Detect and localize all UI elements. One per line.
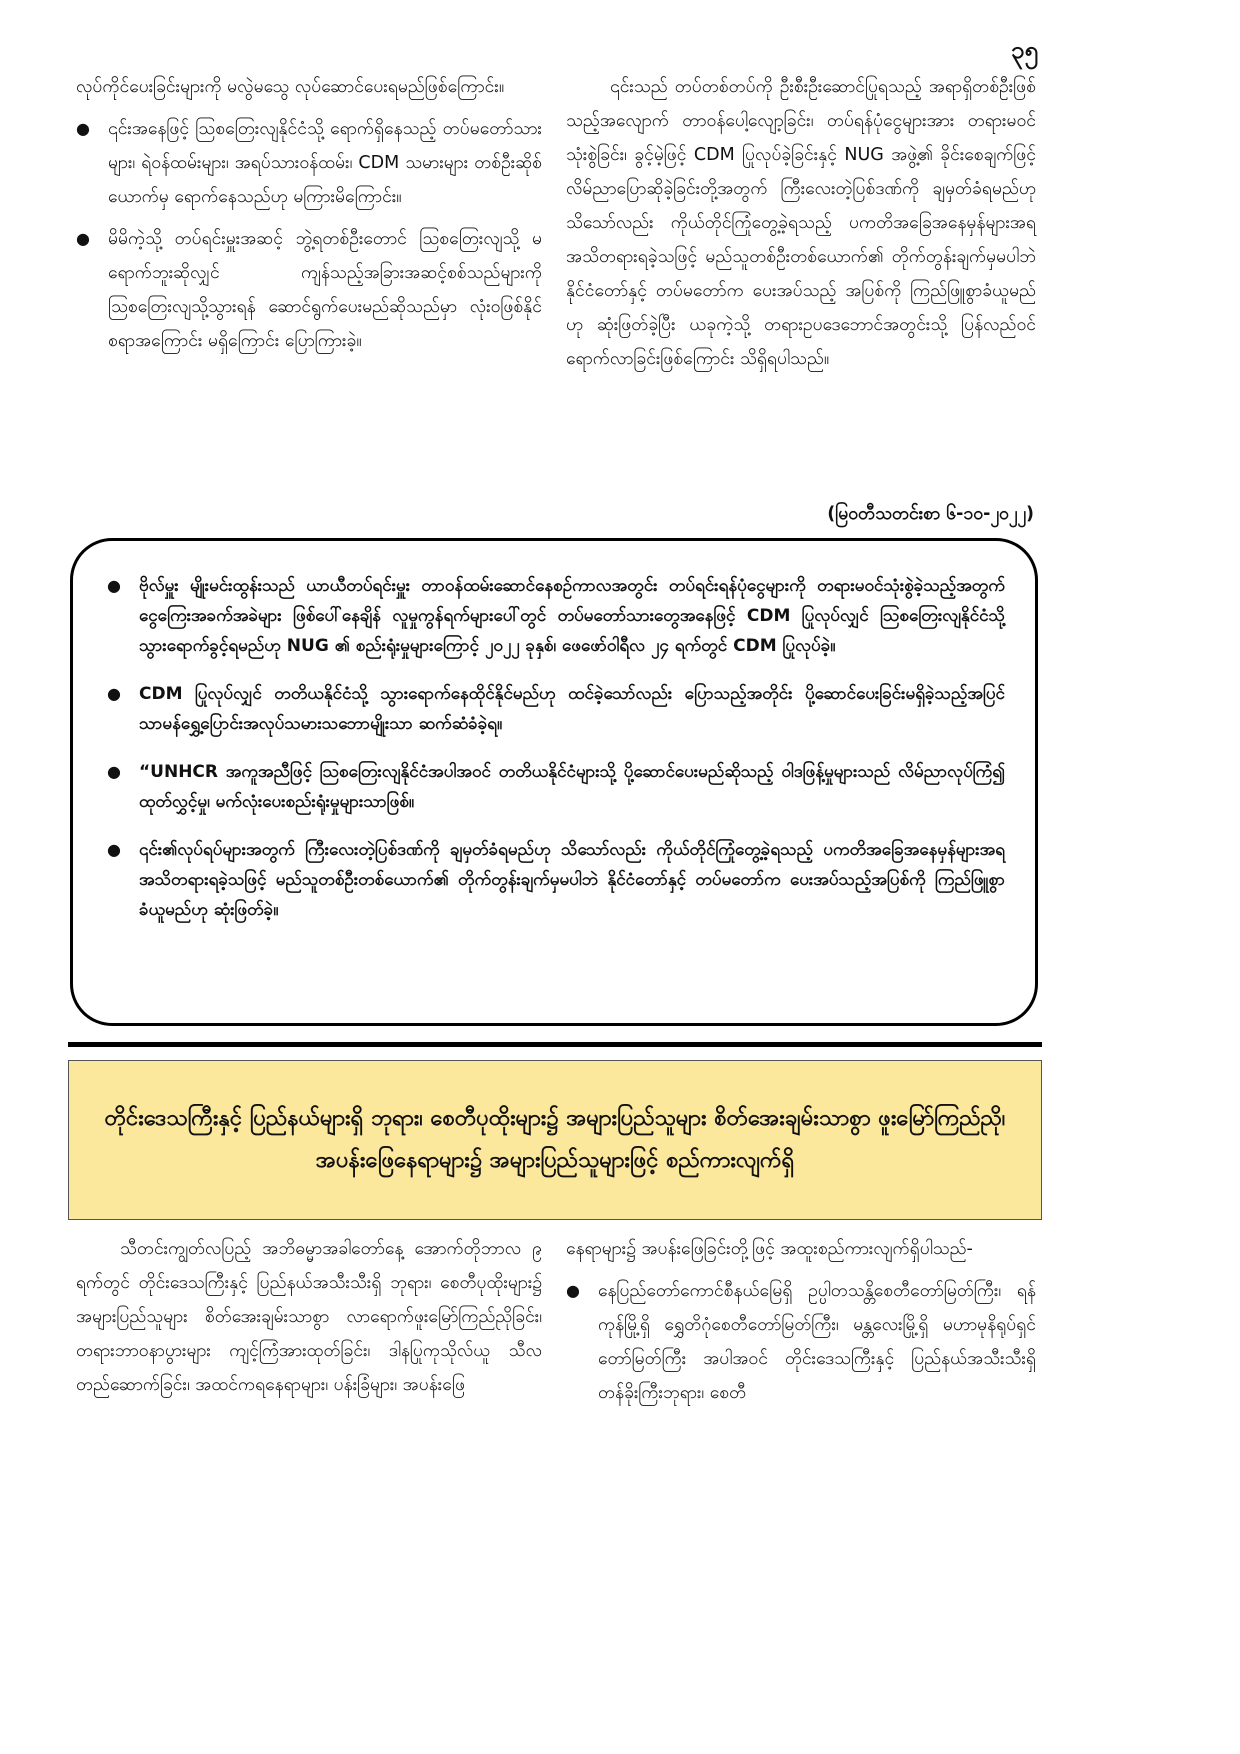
headline-text: တိုင်းဒေသကြီးနှင့် ပြည်နယ်များရှိ ဘုရား၊ စေတီပုထိုးများ၌ အများပြည်သူများ စိတ်အေးချမ်းသာစွာ ဖူးမြော်ကြည်ညို၊ အပန်းဖြေနေရာများ၌ အများပြည်သူများဖြင့် စည်ကားလျက်ရှိ: [104, 1106, 1006, 1173]
article-headline: [68, 1060, 1042, 1220]
right-column-top: [566, 70, 1036, 384]
left-column-top: [76, 70, 542, 366]
bullet-list: [76, 112, 542, 358]
body-paragraph: ၎င်းသည် တပ်တစ်တပ်ကို ဦးစီးဦးဆောင်ပြုရသည့် အရာရှိတစ်ဦးဖြစ်သည့်အလျောက် တာဝန်ပေါ့လျော့ခြင်း၊ တပ်ရန်ပုံငွေများအား တရားမဝင်သုံးစွဲခြင်း၊ ခွင့်မဲ့ဖြင့် CDM ပြုလုပ်ခဲ့ခြင်းနှင့် NUG အဖွဲ့၏ ခိုင်းစေချက်ဖြင့် လိမ်ညာပြောဆိုခဲ့ခြင်းတို့အတွက် ကြီးလေးတဲ့ပြစ်ဒဏ်ကို ချမှတ်ခံရမည်ဟု သိသော်လည်း ကိုယ်တိုင်ကြုံတွေ့ခဲ့ရသည့် ပကတိအခြေအနေမှန်များအရ အသိတရားရခဲ့သဖြင့် မည်သူတစ်ဦးတစ်ယောက်၏ တိုက်တွန်းချက်မှမပါဘဲ နိုင်ငံတော်နှင့် တပ်မတော်က ပေးအပ်သည့် အပြစ်ကို ကြည်ဖြူစွာခံယူမည်ဟု ဆုံးဖြတ်ခဲ့ပြီး ယခုကဲ့သို့ တရားဥပဒေဘောင်အတွင်းသို့ ပြန်လည်ဝင်ရောက်လာခြင်းဖြစ်ကြောင်း သိရှိရပါသည်။: [566, 77, 1036, 369]
left-column-bottom: [76, 1232, 542, 1410]
summary-box: [70, 538, 1038, 1026]
summary-item: ● “UNHCR အကူအညီဖြင့် ဩစတြေးလျနိုင်ငံအပါအဝင် တတိယနိုင်ငံများသို့ ပို့ဆောင်ပေးမည်ဆိုသည့် ဝါဒဖြန့်မှုများသည် လိမ်ညာလုပ်ကြံ၍ ထုတ်လွှင့်မှု၊ မက်လုံးပေးစည်းရုံးမှုများသာဖြစ်။: [107, 757, 1005, 817]
continued-paragraph: လုပ်ကိုင်ပေးခြင်းများကို မလွဲမသွေ လုပ်ဆောင်ပေးရမည်ဖြစ်ကြောင်း။: [76, 77, 505, 97]
summary-bullet-list: [107, 571, 1005, 925]
page-number: ၃၅: [1011, 36, 1038, 64]
bullet-list: [566, 1274, 1036, 1410]
list-item: ● မိမိကဲ့သို့ တပ်ရင်းမှူးအဆင့် ဘွဲ့ရတစ်ဦးတောင် ဩစတြေးလျသို့ မရောက်ဘူးဆိုလျှင် ကျန်သည့်အခြားအဆင့်စစ်သည်များကို ဩစတြေးလျသို့သွားရန် ဆောင်ရွက်ပေးမည်ဆိုသည်မှာ လုံးဝဖြစ်နိုင်စရာအကြောင်း မရှိကြောင်း ပြောကြားခဲ့။: [76, 222, 542, 358]
source-citation: (မြဝတီသတင်းစာ ၆-၁၀-၂၀၂၂): [827, 504, 1034, 524]
list-item: ● ၎င်းအနေဖြင့် ဩစတြေးလျနိုင်ငံသို့ ရောက်ရှိနေသည့် တပ်မတော်သားများ၊ ရဲဝန်ထမ်းများ၊ အရပ်သားဝန်ထမ်း၊ CDM သမားများ တစ်ဦးဆိုစ်ယောက်မှ ရောက်နေသည်ဟု မကြားမိကြောင်း။: [76, 112, 542, 214]
summary-item: ● ဗိုလ်မှူး မျိုးမင်းထွန်းသည် ယာယီတပ်ရင်းမှူး တာဝန်ထမ်းဆောင်နေစဉ်ကာလအတွင်း တပ်ရင်းရန်ပုံငွေများကို တရားမဝင်သုံးစွဲခဲ့သည့်အတွက် ငွေကြေးအခက်အခဲများ ဖြစ်ပေါ်နေချိန် လူမှုကွန်ရက်များပေါ်တွင် တပ်မတော်သားတွေအနေဖြင့် CDM ပြုလုပ်လျှင် ဩစတြေးလျနိုင်ငံသို့ သွားရောက်ခွင့်ရမည်ဟု NUG ၏ စည်းရုံးမှုများကြောင့် ၂၀၂၂ ခုနှစ်၊ ဖေဖော်ဝါရီလ ၂၄ ရက်တွင် CDM ပြုလုပ်ခဲ့။: [107, 571, 1005, 661]
continued-paragraph: နေရာများ၌ အပန်းဖြေခြင်းတို့ဖြင့် အထူးစည်ကားလျက်ရှိပါသည်-: [566, 1239, 973, 1259]
list-item: ● နေပြည်တော်ကောင်စီနယ်မြေရှိ ဥပ္ပါတသန္တိစေတီတော်မြတ်ကြီး၊ ရန်ကုန်မြို့ရှိ ရွှေတိဂုံစေတီတော်မြတ်ကြီး၊ မန္တလေးမြို့ရှိ မဟာမုနိရုပ်ရှင်တော်မြတ်ကြီး အပါအဝင် တိုင်းဒေသကြီးနှင့် ပြည်နယ်အသီးသီးရှိ တန်ခိုးကြီးဘုရား၊ စေတီ: [566, 1274, 1036, 1410]
summary-item: ● CDM ပြုလုပ်လျှင် တတိယနိုင်ငံသို့ သွားရောက်နေထိုင်နိုင်မည်ဟု ထင်ခဲ့သော်လည်း ပြောသည့်အတိုင်း ပို့ဆောင်ပေးခြင်းမရှိခဲ့သည့်အပြင် သာမန်ရွှေ့ပြောင်းအလုပ်သမားသဘောမျိုးသာ ဆက်ဆံခံခဲ့ရ။: [107, 679, 1005, 739]
article-paragraph: သီတင်းကျွတ်လပြည့် အဘိဓမ္မာအခါတော်နေ့ အောက်တိုဘာလ ၉ ရက်တွင် တိုင်းဒေသကြီးနှင့် ပြည်နယ်အသီးသီးရှိ ဘုရား၊ စေတီပုထိုးများ၌ အများပြည်သူများ စိတ်အေးချမ်းသာစွာ လာရောက်ဖူးမြော်ကြည်ညိုခြင်း၊ တရားဘာဝနာပွားများ ကျင့်ကြံအားထုတ်ခြင်း၊ ဒါနပြုကုသိုလ်ယူ သီလတည်ဆောက်ခြင်း၊ အထင်ကရနေရာများ၊ ပန်းခြံများ၊ အပန်းဖြေ: [76, 1239, 542, 1395]
section-divider: [68, 1042, 1042, 1047]
summary-item: ● ၎င်း၏လုပ်ရပ်များအတွက် ကြီးလေးတဲ့ပြစ်ဒဏ်ကို ချမှတ်ခံရမည်ဟု သိသော်လည်း ကိုယ်တိုင်ကြုံတွေ့ခဲ့ရသည့် ပကတိအခြေအနေမှန်များအရ အသိတရားရခဲ့သဖြင့် မည်သူတစ်ဦးတစ်ယောက်၏ တိုက်တွန်းချက်မှမပါဘဲ နိုင်ငံတော်နှင့် တပ်မတော်က ပေးအပ်သည့်အပြစ်ကို ကြည်ဖြူစွာခံယူမည်ဟု ဆုံးဖြတ်ခဲ့။: [107, 835, 1005, 925]
right-column-bottom: [566, 1232, 1036, 1418]
